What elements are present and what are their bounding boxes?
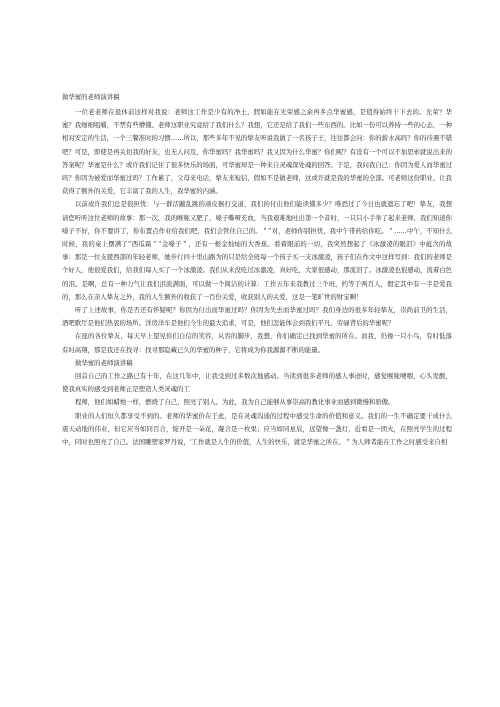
paragraph-3: 听了上述故事，你是否还有怀疑呢？你因为付出而华蜜过吗？你因为失去而华蜜过吗？我们身边的很多年轻挚友，崇尚前卫的生活，酒吧歌厅是他们热衷的场所。洋房洋车是他们今生的最大追求，可是，他们怎能体会到我们平凡、劳碌背后的华蜜呢？	[62, 306, 452, 328]
paragraph-7: 职业的人们恒久都享受不到的。老师的华蜜价在于此，是在灵魂沟通的过程中感受生命的价值和意义。我们的一生不确定要干成什么震天动地的伟业，但它应当如同百合，绽开是一朵花，凝合是一枚果；应当如同星辰，远望像一盏灯，近看是一团火，在照亮学生的过程中，同时也照亮了自己。法国雕塑家罗丹说，'工作就是人生的价值，人生的快乐，就是华蜜之所在。＂为人师者能在工作之时感受来自相	[62, 411, 452, 447]
paragraph-6: 程师，他们如蜡烛一样，燃烧了自己，照亮了别人。为此，我为自己能够从事崇高的教化事业而感到微慢和骄傲。	[75, 398, 395, 407]
paragraph-4: 在座的各位挚友，每天早上望见你们自信的笑容，从容的脚步，我想，你们确定已找到华蜜的所在。而我，仍像一只小鸟，有时低落有时高翔，那是我还在找寻：找寻那隐藏已久的华蜜的种子，它将成为你我源源不断的能量。	[62, 332, 452, 354]
paragraph-1: 一位老老师在退休前这样对我说：老师这工作是少有的净土，假如能在光荣感之余再多点华蜜感，是值得始终干下去的。光荣？华蜜？我细细咀嚼，不禁有些懵懂。老师这职业究竟给了我们什么？我想，它还是给了我们一些东西的。比如一份可以养持一些的心态，一种相对安定的生活，一个三餐准时的习惯……所以，那些多年不见的挚友听说我做了一名孩子王，往往都会问：你的薪水高吗？你的待遇不错吧？可是，即使是再关切我的好友，也无人问及，你华蜜吗？我华蜜吗？我又因为什么华蜜？你们呢？有没有一个可以不加思索就说出来的答案呢？华蜜是什么？或许我们记住了很多快乐的场面，可华蜜却是一种来自灵魂深处魂的回答。于是，我问我自己：你因为爱人而华蜜过吗？你因为被爱而华蜜过吗？工作累了，父母来电话，挚友来短信，假如不是做老师，这或许就是我的华蜜的全部。可老师这份职业，让我获得了额外的关爱，它丰富了我的人生，我华蜜的内涵。	[62, 108, 452, 196]
paragraph-2: 以前或许我们总是很担忧：与一群活蹦乱跳的顽皮猴打交道，我们的付出他们能读懂多少？唯恐过了今日也就遗忘了吧！挚友，我想请您听听这位老师的故事：那一次，我的喉咙又肥了，嗓子嘶哑充血，当我艰难地吐出第一个音时，一只只小手举了起来老师，我们知道你嗓子不好，你不要讲了，你布置点作业给我们吧，我们会管住自己的。＂''对，老师你别担忧，我中午带药给你吃。＂……中午，不知什么时候，我的桌上摆满了''西瓜霜＂''金嗓子＂，还有一根金灿灿的大香蕉。看着眼前的一切，我突然想起了《冰激凌的眼泪》中蕴含的故事：那是一位支援西部的年轻老师，她步行四十里山路为的只是给全班每一个孩子买一支冰激凌，孩子们在作文中这样写到：我们的老师是个好人，他很爱我们，给我们每人买了一个冰激凌。我们从来没吃过冰激凌，真好吃，大家很感动，那流泪了。冰激凌也很感动，流着白色的泪。是啊，总有一种力气让我们泪流满面，可以做一个简洁的计算：工作五年来我教过三个班，约等于两百人，假定其中有一半是爱我的，那么在亲人挚友之外，我的人生额外的收获了一百份关爱，收获别人的关爱，这是一笔旷世的财宝啊！	[62, 200, 452, 301]
section-heading: 做华蜜的老师演讲稿	[75, 358, 133, 367]
document-title: 做华蜜的老师演讲稿	[62, 93, 120, 101]
paragraph-5: 回首自己的工作之路已有十年，在这几年中，让我受到过多数次地感动。当读到很多老师的感人事迹时，感觉喉咙哽咽，心头发酸，使我真实的感受到老师正是塑造人类灵魂的工	[62, 372, 452, 394]
